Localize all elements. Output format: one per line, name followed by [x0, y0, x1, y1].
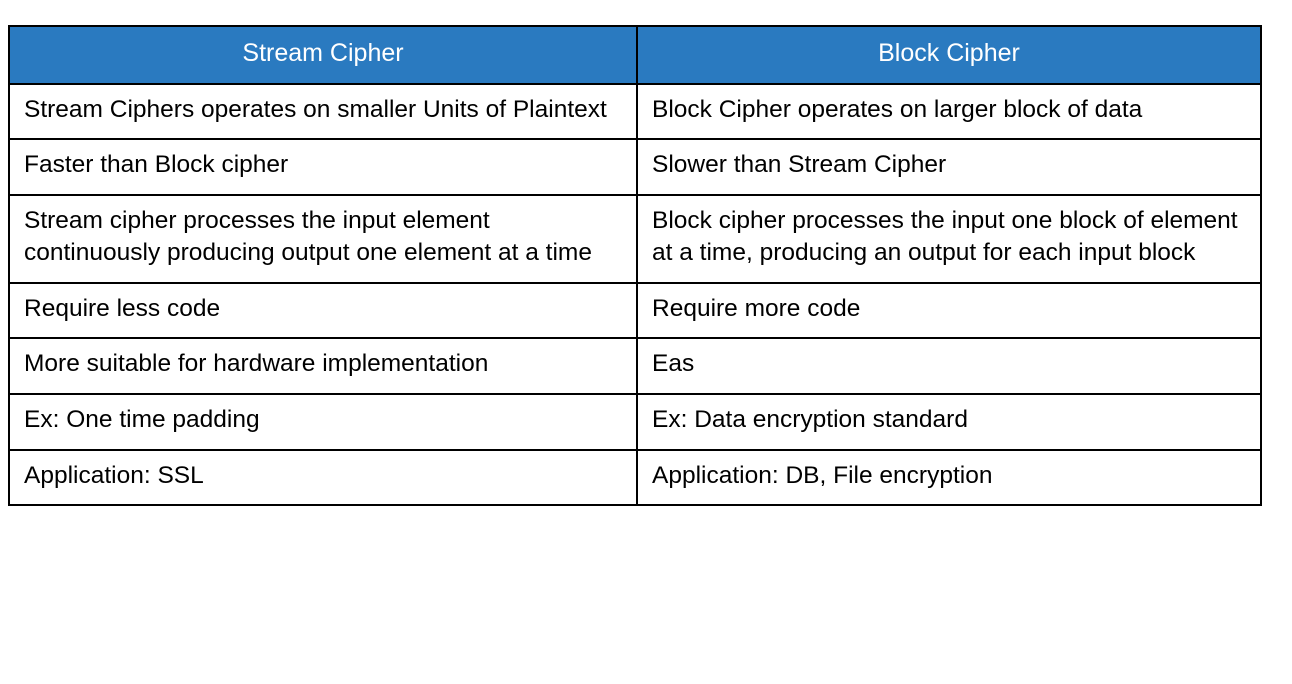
cell-block-cipher: Require more code — [637, 283, 1261, 339]
cell-stream-cipher: Ex: One time padding — [9, 394, 637, 450]
table-row — [9, 84, 1261, 140]
stream-vs-block-cipher-table — [8, 25, 1262, 506]
table-row — [9, 450, 1261, 506]
cell-stream-cipher: Stream cipher processes the input element continuously producing output one element at a time — [9, 195, 637, 283]
table-row — [9, 139, 1261, 195]
comparison-table-container — [8, 25, 1260, 506]
cell-stream-cipher: Require less code — [9, 283, 637, 339]
cell-block-cipher: Block cipher processes the input one block of element at a time, producing an output for each input block — [637, 195, 1261, 283]
column-header-block-cipher: Block Cipher — [637, 26, 1261, 84]
table-row — [9, 394, 1261, 450]
table-header-row — [9, 26, 1261, 84]
cell-stream-cipher: Faster than Block cipher — [9, 139, 637, 195]
table-row — [9, 338, 1261, 394]
cell-stream-cipher: More suitable for hardware implementation — [9, 338, 637, 394]
cell-stream-cipher: Stream Ciphers operates on smaller Units of Plaintext — [9, 84, 637, 140]
cell-stream-cipher: Application: SSL — [9, 450, 637, 506]
table-header — [9, 26, 1261, 84]
table-body — [9, 84, 1261, 506]
table-row — [9, 195, 1261, 283]
column-header-stream-cipher: Stream Cipher — [9, 26, 637, 84]
cell-block-cipher: Block Cipher operates on larger block of data — [637, 84, 1261, 140]
cell-block-cipher: Application: DB, File encryption — [637, 450, 1261, 506]
table-row — [9, 283, 1261, 339]
cell-block-cipher: Eas — [637, 338, 1261, 394]
cell-block-cipher: Ex: Data encryption standard — [637, 394, 1261, 450]
cell-block-cipher: Slower than Stream Cipher — [637, 139, 1261, 195]
